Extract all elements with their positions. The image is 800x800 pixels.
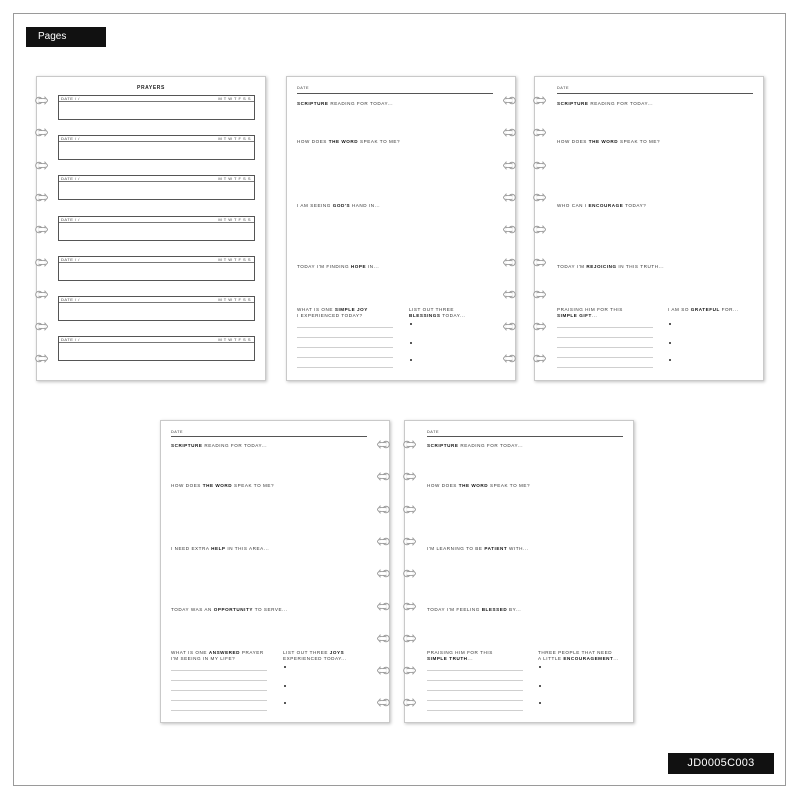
disc-tab-icon [533, 289, 546, 300]
word-prompt [297, 139, 400, 145]
writing-line [171, 680, 267, 681]
bold-word: THE WORD [202, 483, 233, 488]
word-prompt [557, 139, 660, 145]
disc-tab-icon [377, 504, 390, 515]
prompt-text: I AM SO [668, 307, 691, 312]
date-line [427, 436, 623, 437]
prayers-page [36, 76, 266, 381]
date-label: DATE [557, 86, 570, 90]
help-prompt [171, 546, 269, 552]
joys-prompt-line2: EXPERIENCED TODAY... [283, 656, 347, 661]
disc-tab-icon [503, 257, 516, 268]
grateful-prompt [668, 307, 739, 313]
writing-line [427, 690, 523, 691]
prompt-text: HOW DOES [171, 483, 203, 488]
prompt-text: TODAY WAS AN [171, 607, 214, 612]
simple-joy-prompt-line2: I EXPERIENCED TODAY? [297, 313, 363, 318]
prayer-weekdays: M T W T F S S [218, 297, 251, 302]
prompt-text: READING FOR TODAY... [202, 443, 268, 448]
bold-word: JOYS [329, 650, 345, 655]
prayer-date-label: DATE / / [61, 337, 80, 343]
disc-tab-icon [503, 192, 516, 203]
simple-truth-prompt: PRAISING HIM FOR THIS [427, 650, 493, 655]
prayer-entry-header [59, 217, 254, 223]
disc-tab-icon [503, 321, 516, 332]
prompt-text: LIST OUT THREE [283, 650, 330, 655]
writing-line [171, 710, 267, 711]
prayers-title: PRAYERS [137, 85, 165, 91]
prompt-text: PRAYER [240, 650, 264, 655]
disc-tab-icon [403, 697, 416, 708]
bold-word: ANSWERED [208, 650, 241, 655]
disc-tab-icon [403, 504, 416, 515]
blessings-prompt-line2 [409, 313, 465, 319]
disc-binding [501, 77, 517, 380]
bold-word: PATIENT [484, 546, 508, 551]
writing-line [427, 680, 523, 681]
prompt-text: TODAY I'M [557, 264, 587, 269]
disc-tab-icon [503, 127, 516, 138]
disc-tab-icon [377, 568, 390, 579]
disc-tab-icon [35, 192, 48, 203]
devotional-page-4 [160, 420, 390, 723]
prayer-entry-box [58, 336, 255, 361]
disc-tab-icon [533, 160, 546, 171]
prompt-text: I NEED EXTRA [171, 546, 212, 551]
disc-tab-icon [403, 439, 416, 450]
prompt-text: SPEAK TO ME? [488, 483, 531, 488]
disc-tab-icon [377, 697, 390, 708]
prompt-text: SPEAK TO ME? [358, 139, 401, 144]
patient-prompt [427, 546, 528, 552]
writing-line [557, 337, 653, 338]
writing-line [171, 690, 267, 691]
prompt-text: IN THIS AREA... [225, 546, 270, 551]
prayer-entry-box [58, 135, 255, 160]
disc-tab-icon [403, 665, 416, 676]
encouragement-prompt-line2 [538, 656, 619, 662]
devotional-page-3 [534, 76, 764, 381]
prompt-text: HAND IN... [350, 203, 381, 208]
prayer-weekdays: M T W T F S S [218, 136, 251, 142]
prayer-date-label: DATE / / [61, 297, 80, 302]
disc-tab-icon [35, 160, 48, 171]
bold-word: THE WORD [328, 139, 359, 144]
bullet [284, 702, 286, 704]
prompt-text: WITH... [507, 546, 529, 551]
prayer-entry-header [59, 176, 254, 182]
bold-word: BLESSED [481, 607, 508, 612]
prayer-date-label: DATE / / [61, 176, 80, 182]
encouragement-prompt: THREE PEOPLE THAT NEED [538, 650, 613, 655]
disc-binding [533, 77, 549, 380]
disc-tab-icon [503, 224, 516, 235]
bold-word: THE WORD [588, 139, 619, 144]
disc-tab-icon [35, 224, 48, 235]
disc-tab-icon [377, 665, 390, 676]
devotional-page-5 [404, 420, 634, 723]
disc-tab-icon [503, 289, 516, 300]
prompt-text: TO SERVE... [252, 607, 288, 612]
sku-tag: JD0005C003 [668, 753, 774, 774]
prompt-text: TODAY... [440, 313, 466, 318]
writing-line [297, 367, 393, 368]
disc-tab-icon [533, 321, 546, 332]
bold-word: REJOICING [586, 264, 617, 269]
prompt-text: READING FOR TODAY... [328, 101, 394, 106]
writing-line [557, 367, 653, 368]
scripture-prompt [171, 443, 267, 449]
disc-tab-icon [35, 353, 48, 364]
prayer-entry-box [58, 256, 255, 281]
prayer-date-label: DATE / / [61, 256, 80, 262]
prompt-text: I AM SEEING [297, 203, 333, 208]
prompt-text: HOW DOES [557, 139, 589, 144]
disc-tab-icon [377, 536, 390, 547]
blessed-prompt [427, 607, 521, 613]
bold-word: SCRIPTURE [171, 443, 203, 448]
opportunity-prompt [171, 607, 288, 613]
date-line [297, 93, 493, 94]
prayer-entry-header [59, 337, 254, 343]
prayer-entry-box [58, 95, 255, 120]
prompt-text: I'M LEARNING TO BE [427, 546, 485, 551]
prayer-date-label: DATE / / [61, 96, 80, 101]
prompt-text: HOW DOES [427, 483, 459, 488]
bullet [284, 666, 286, 668]
prompt-text: A LITTLE [538, 656, 564, 661]
bold-word: HOPE [350, 264, 367, 269]
disc-tab-icon [377, 633, 390, 644]
bold-word: SCRIPTURE [297, 101, 329, 106]
date-label: DATE [427, 430, 440, 434]
writing-line [557, 347, 653, 348]
disc-tab-icon [503, 353, 516, 364]
writing-line [297, 327, 393, 328]
disc-tab-icon [377, 471, 390, 482]
prompt-text: IN THIS TRUTH... [616, 264, 665, 269]
rejoicing-prompt [557, 264, 664, 270]
date-label: DATE [171, 430, 184, 434]
writing-line [297, 357, 393, 358]
simple-gift-prompt-line2 [557, 313, 597, 319]
prompt-text: IN... [366, 264, 380, 269]
prompt-text: BY... [507, 607, 522, 612]
bold-word: ENCOURAGEMENT [563, 656, 614, 661]
prompt-text: TODAY? [623, 203, 647, 208]
prompt-text: TODAY I'M FINDING [297, 264, 351, 269]
disc-tab-icon [403, 536, 416, 547]
blessings-prompt: LIST OUT THREE [409, 307, 454, 312]
bullet [410, 342, 412, 344]
disc-tab-icon [35, 127, 48, 138]
bold-word: SCRIPTURE [557, 101, 589, 106]
prompt-text: WHO CAN I [557, 203, 589, 208]
disc-tab-icon [35, 321, 48, 332]
scripture-prompt [557, 101, 653, 107]
prompt-text: SPEAK TO ME? [618, 139, 661, 144]
bullet [669, 359, 671, 361]
answered-prayer-prompt-line2: I'M SEEING IN MY LIFE? [171, 656, 236, 661]
bullet [539, 666, 541, 668]
prayer-weekdays: M T W T F S S [218, 176, 251, 182]
disc-tab-icon [533, 353, 546, 364]
bold-word: OPPORTUNITY [213, 607, 253, 612]
date-label: DATE [297, 86, 310, 90]
scripture-prompt [427, 443, 523, 449]
writing-line [171, 670, 267, 671]
bold-word: BLESSINGS [409, 313, 441, 318]
bullet [284, 685, 286, 687]
prayer-entry-header [59, 297, 254, 303]
disc-tab-icon [403, 568, 416, 579]
prayer-weekdays: M T W T F S S [218, 216, 251, 222]
disc-tab-icon [503, 95, 516, 106]
disc-tab-icon [377, 601, 390, 612]
bullet [410, 323, 412, 325]
disc-tab-icon [35, 289, 48, 300]
disc-tab-icon [377, 439, 390, 450]
bullet [539, 702, 541, 704]
devotional-page-2 [286, 76, 516, 381]
bold-word: ENCOURAGE [588, 203, 624, 208]
gods-hand-prompt [297, 203, 380, 209]
prompt-text: ... [591, 313, 598, 318]
writing-line [297, 347, 393, 348]
disc-tab-icon [35, 95, 48, 106]
word-prompt [171, 483, 274, 489]
disc-tab-icon [403, 601, 416, 612]
prompt-text: SPEAK TO ME? [232, 483, 275, 488]
prompt-text: FOR... [719, 307, 739, 312]
bold-word: HELP [211, 546, 226, 551]
writing-line [427, 710, 523, 711]
prayer-date-label: DATE / / [61, 216, 80, 222]
bullet [669, 323, 671, 325]
word-prompt [427, 483, 530, 489]
bold-word: SCRIPTURE [427, 443, 459, 448]
disc-tab-icon [533, 257, 546, 268]
bold-word: SIMPLE GIFT [557, 313, 592, 318]
bold-word: THE WORD [458, 483, 489, 488]
scripture-prompt [297, 101, 393, 107]
date-line [171, 436, 367, 437]
prayer-entry-box [58, 175, 255, 200]
date-line [557, 93, 753, 94]
prayer-entry-header [59, 136, 254, 142]
disc-tab-icon [533, 95, 546, 106]
bold-word: GOD'S [332, 203, 351, 208]
prayer-weekdays: M T W T F S S [218, 96, 251, 101]
disc-tab-icon [403, 633, 416, 644]
bullet [669, 342, 671, 344]
hope-prompt [297, 264, 379, 270]
prompt-text: TODAY I'M FEELING [427, 607, 482, 612]
bullet [410, 359, 412, 361]
disc-tab-icon [533, 192, 546, 203]
disc-tab-icon [533, 127, 546, 138]
disc-binding [375, 421, 391, 722]
prayer-entry-box [58, 296, 255, 321]
disc-binding [35, 77, 51, 380]
prayer-date-label: DATE / / [61, 136, 80, 142]
disc-tab-icon [35, 257, 48, 268]
disc-tab-icon [503, 160, 516, 171]
bullet [539, 685, 541, 687]
bold-word: SIMPLE TRUTH [427, 656, 468, 661]
prompt-text: ... [613, 656, 619, 661]
disc-tab-icon [403, 471, 416, 482]
prayer-weekdays: M T W T F S S [218, 337, 251, 343]
prompt-text: READING FOR TODAY... [588, 101, 654, 106]
writing-line [171, 700, 267, 701]
disc-binding [403, 421, 419, 722]
writing-line [557, 327, 653, 328]
prompt-text: HOW DOES [297, 139, 329, 144]
writing-line [427, 700, 523, 701]
prayer-entry-header [59, 96, 254, 102]
prayer-entry-box [58, 216, 255, 241]
simple-gift-prompt: PRAISING HIM FOR THIS [557, 307, 623, 312]
bold-word: GRATEFUL [690, 307, 720, 312]
bold-word: SIMPLE JOY [334, 307, 368, 312]
prompt-text: WHAT IS ONE [171, 650, 209, 655]
prompt-text: READING FOR TODAY... [458, 443, 524, 448]
prompt-text: ... [467, 656, 474, 661]
prayer-entry-header [59, 257, 254, 263]
writing-line [297, 337, 393, 338]
disc-tab-icon [533, 224, 546, 235]
writing-line [557, 357, 653, 358]
simple-truth-prompt-line2 [427, 656, 473, 662]
prayer-weekdays: M T W T F S S [218, 256, 251, 262]
writing-line [427, 670, 523, 671]
pages-tag: Pages [26, 27, 106, 47]
prompt-text: WHAT IS ONE [297, 307, 335, 312]
encourage-prompt [557, 203, 646, 209]
